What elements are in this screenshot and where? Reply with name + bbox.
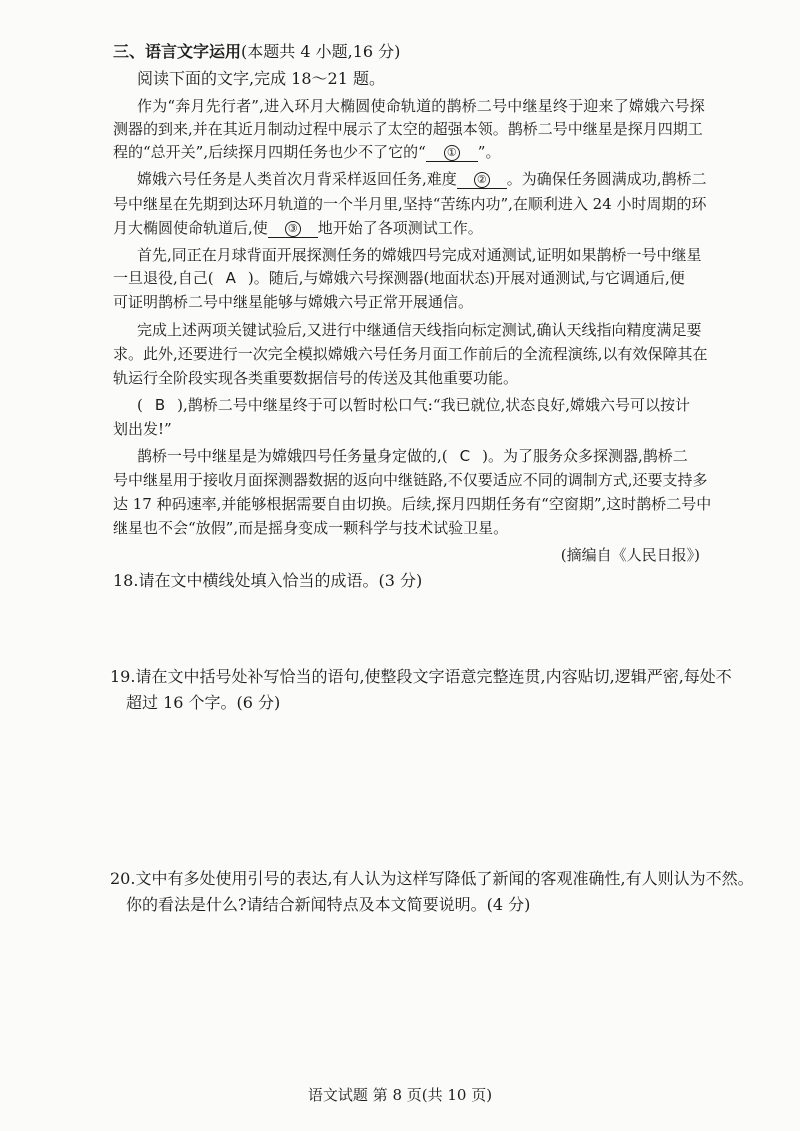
blank-number: ③ xyxy=(285,221,301,237)
passage-line xyxy=(137,394,690,415)
passage-text: 程的“总开关”,后续探月四期任务也少不了它的“ xyxy=(113,143,426,161)
page-footer: 语文试题 第 8 页(共 10 页) xyxy=(307,1086,493,1104)
question-20-line-1: 20.文中有多处使用引号的表达,有人认为这样写降低了新闻的客观准确性,有人则认为不然。 xyxy=(110,869,754,888)
passage-line: 划出发!” xyxy=(113,420,172,438)
question-20-line-2: 你的看法是什么?请结合新闻特点及本文简要说明。(4 分) xyxy=(126,895,531,914)
question-19-line-2: 超过 16 个字。(6 分) xyxy=(126,693,281,712)
reading-instruction: 阅读下面的文字,完成 18～21 题。 xyxy=(137,69,385,88)
passage-text: 月大椭圆使命轨道后,使 xyxy=(113,219,268,237)
passage-line xyxy=(137,168,707,189)
passage-line: 可证明鹊桥二号中继星能够与嫦娥六号正常开展通信。 xyxy=(113,293,474,311)
passage-text: ),鹊桥二号中继星终于可以暂时松口气:“我已就位,状态良好,嫦娥六号可以按计 xyxy=(177,396,691,414)
blank-number: ① xyxy=(444,145,460,161)
passage-line: 测器的到来,并在其近月制动过程中展示了太空的超强本领。鹊桥二号中继星是探月四期工 xyxy=(113,120,703,138)
bracket-mark-b: B xyxy=(154,396,166,414)
passage-line: 轨运行全阶段实现各类重要数据信号的传送及其他重要功能。 xyxy=(113,369,519,387)
question-19-line-1: 19.请在文中括号处补写恰当的语句,使整段文字语意完整连贯,内容贴切,逻辑严密,每处不 xyxy=(110,667,732,686)
passage-text: )。为了服务众多探测器,鹊桥二 xyxy=(482,447,688,465)
bracket-mark-c: C xyxy=(459,447,471,465)
passage-text: 。为确保任务圆满成功,鹊桥二 xyxy=(506,170,707,188)
passage-line xyxy=(113,267,685,288)
passage-line: 达 17 种码速率,并能够根据需要自由切换。后续,探月四期任务有“空窗期”,这时鹊桥二号中 xyxy=(113,495,712,513)
blank-1 xyxy=(426,143,478,162)
passage-line xyxy=(137,445,688,466)
passage-line: 继星也不会“放假”,而是摇身变成一颗科学与技术试验卫星。 xyxy=(113,519,509,537)
section-header xyxy=(113,39,400,62)
passage-source: (摘编自《人民日报》) xyxy=(560,546,700,564)
passage-line: 号中继星在先期到达环月轨道的一个半月里,坚持“苦练内功”,在顺利进入 24 小时周期的环 xyxy=(113,195,707,213)
passage-text: 嫦娥六号任务是人类首次月背采样返回任务,难度 xyxy=(137,170,457,188)
passage-line: 作为“奔月先行者”,进入环月大椭圆使命轨道的鹊桥二号中继星终于迎来了嫦娥六号探 xyxy=(137,97,705,115)
section-meta: (本题共 4 小题,16 分) xyxy=(241,42,401,61)
blank-2 xyxy=(457,170,507,189)
passage-line xyxy=(113,141,500,162)
passage-text: 鹊桥一号中继星是为嫦娥四号任务量身定做的,( xyxy=(137,447,448,465)
section-title: 三、语言文字运用 xyxy=(113,42,242,61)
passage-text: 地开始了各项测试工作。 xyxy=(317,219,483,237)
passage-line: 首先,同正在月球背面开展探测任务的嫦娥四号完成对通测试,证明如果鹊桥一号中继星 xyxy=(137,246,702,264)
question-18: 18.请在文中横线处填入恰当的成语。(3 分) xyxy=(113,571,423,590)
blank-number: ② xyxy=(474,172,490,188)
bracket-mark-a: A xyxy=(225,269,236,287)
passage-text: 一旦退役,自己( xyxy=(113,269,214,287)
passage-text: ( xyxy=(137,396,143,414)
passage-text: ”。 xyxy=(477,143,501,161)
blank-3 xyxy=(268,219,318,238)
passage-line: 号中继星用于接收月面探测器数据的返向中继链路,不仅要适应不同的调制方式,还要支持多 xyxy=(113,471,708,489)
passage-line: 求。此外,还要进行一次完全模拟嫦娥六号任务月面工作前后的全流程演练,以有效保障其在 xyxy=(113,345,708,363)
passage-line: 完成上述两项关键试验后,又进行中继通信天线指向标定测试,确认天线指向精度满足要 xyxy=(137,321,702,339)
passage-line xyxy=(113,217,483,238)
passage-text: )。随后,与嫦娥六号探测器(地面状态)开展对通测试,与它调通后,便 xyxy=(247,269,685,287)
